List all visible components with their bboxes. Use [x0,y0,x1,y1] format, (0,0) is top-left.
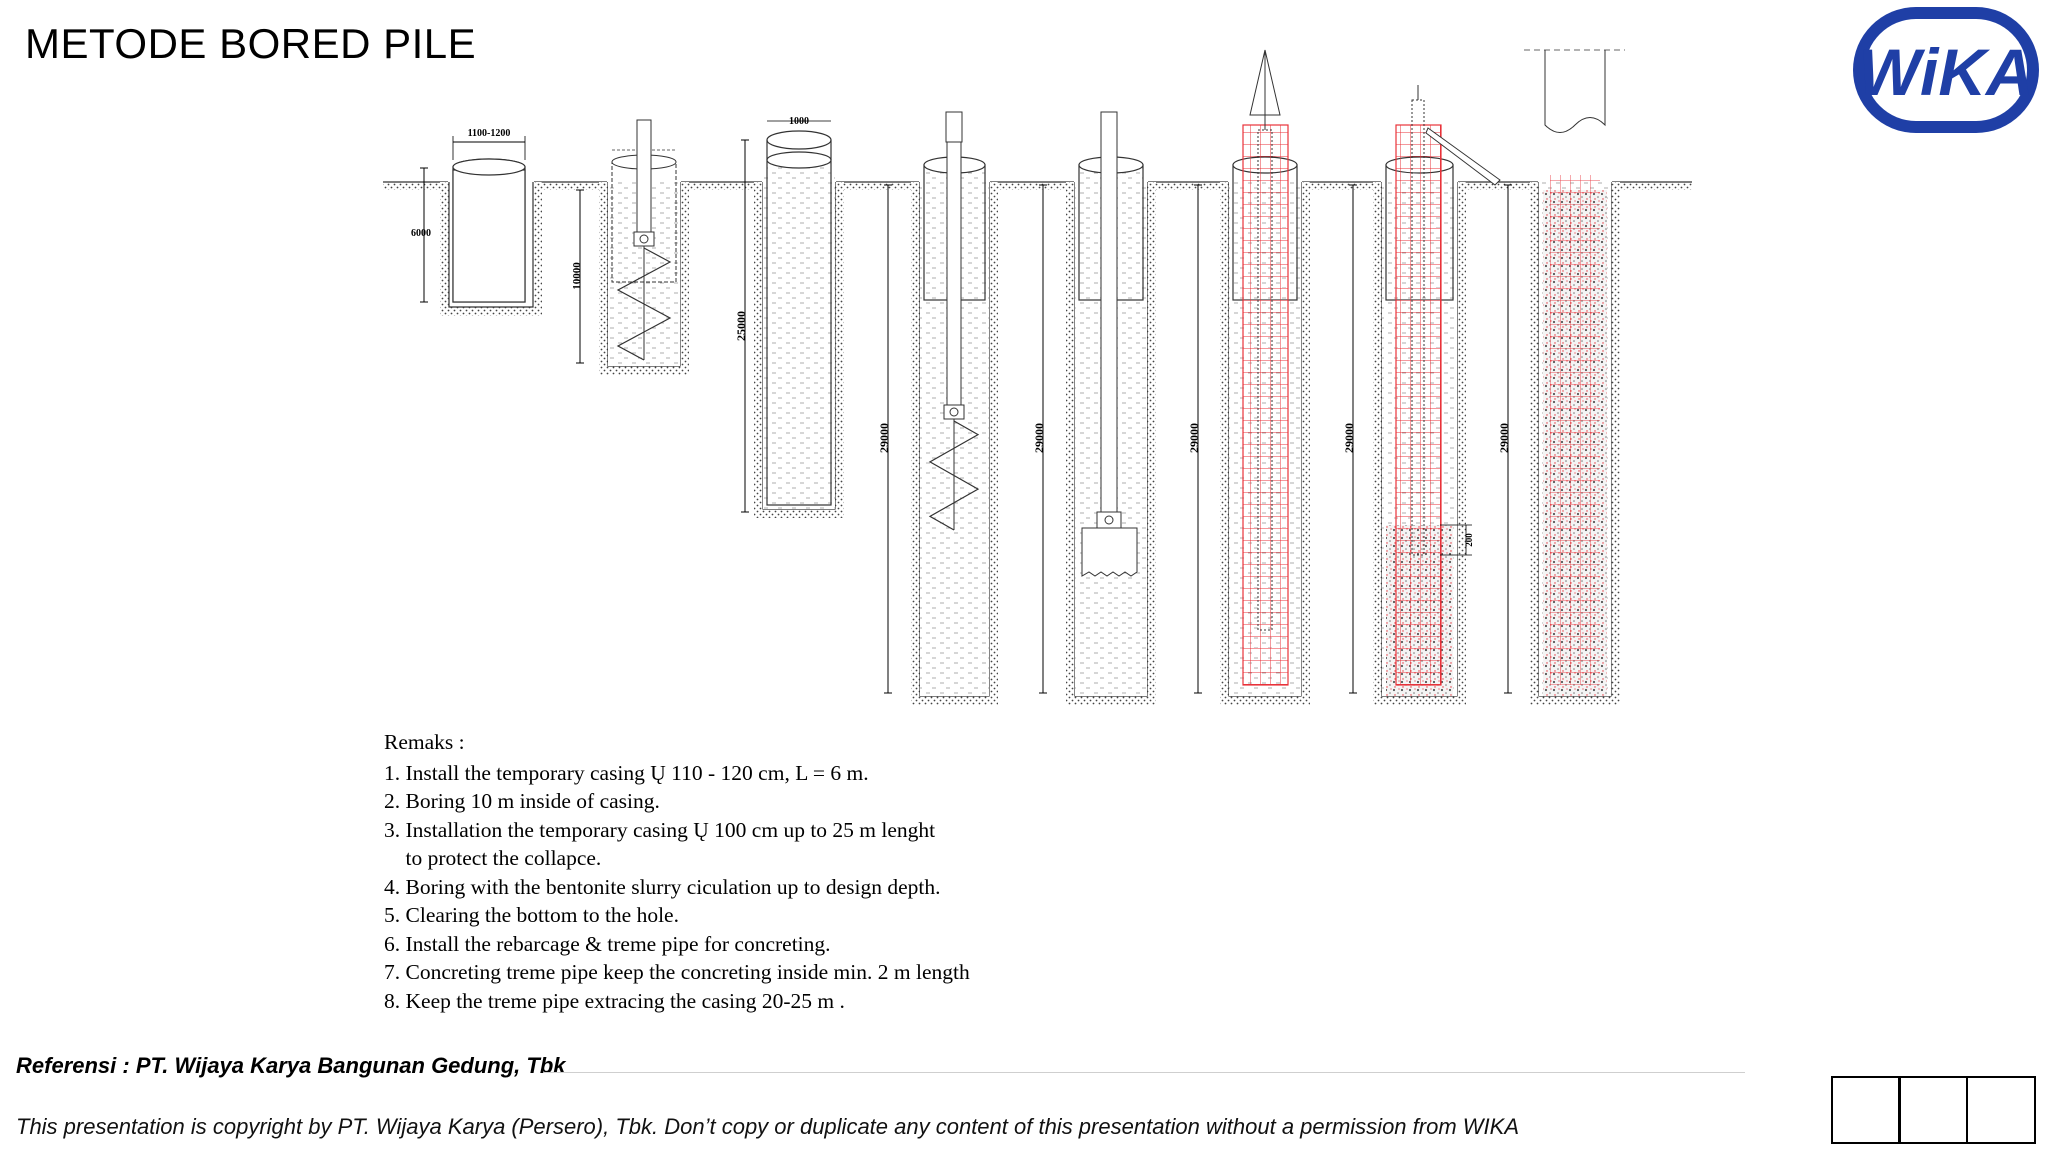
soil-wall [599,182,608,375]
remark-item: 4. Boring with the bentonite slurry ciculation up to design depth. [384,874,941,899]
dimension-label: 29000 [1032,423,1046,453]
dimension-label: 29000 [1187,423,1201,453]
empty-box [1898,1076,1968,1144]
ground-surface [1458,182,1538,190]
ground-surface [1302,182,1381,190]
soil-bottom [1530,696,1620,705]
ground-surface [1612,182,1692,190]
soil-wall [1530,182,1539,705]
soil-bottom [599,366,689,375]
soil-wall [1457,182,1466,705]
ground-surface [534,182,607,190]
remark-item: 7. Concreting treme pipe keep the concreting inside min. 2 m length [384,960,970,984]
ground-surface [681,182,762,190]
reference-divider [545,1072,1745,1073]
dimension-label: 25000 [734,311,748,341]
dimension-label: 29000 [1342,423,1356,453]
ground-surface [383,182,448,190]
soil-bottom [754,509,844,518]
remark-item: 8. Keep the treme pipe extracing the casing 20-25 m . [384,988,845,1013]
dimension-label: 1000 [789,116,809,127]
logo-lettering: WiKA [1858,35,2034,109]
kelly-bar [1101,112,1117,512]
remark-item: 6. Install the rebarcage & treme pipe for concreting. [384,931,831,956]
kelly-bar [947,120,961,405]
soil-bottom [1066,696,1156,705]
reference-note: Referensi : PT. Wijaya Karya Bangunan Gedung, Tbk [16,1053,566,1078]
dimension-label: 6000 [411,228,431,239]
rebar-cage [1550,175,1600,685]
copyright-notice: This presentation is copyright by PT. Wijaya Karya (Persero), Tbk. Don’t copy or duplicate any content of this presentation without a permission from WIKA [16,1114,1519,1139]
extracted-casing [1545,50,1605,133]
remark-item: 5. Clearing the bottom to the hole. [384,903,679,927]
dimension-label: 29000 [1497,423,1511,453]
soil-wall [1611,182,1620,705]
remark-item: 2. Boring 10 m inside of casing. [384,789,660,813]
soil-wall [440,182,449,316]
soil-wall [911,182,920,705]
temporary-casing [453,170,525,302]
remark-item: 1. Install the temporary casing Ų 110 - 120 cm, L = 6 m. [384,760,869,785]
empty-box [1831,1076,1901,1144]
auger-head [944,405,964,419]
empty-boxes [1833,1076,2036,1144]
remarks-heading: Remaks : [384,730,465,754]
soil-wall [989,182,998,705]
soil-wall [1301,182,1310,705]
rebar-cage [1243,125,1288,685]
ground-surface [836,182,919,190]
auger-head [634,232,654,246]
remarks-list [384,759,970,1016]
soil-wall [1220,182,1229,705]
ground-surface [1148,182,1228,190]
soil-wall [1066,182,1075,705]
soil-wall [533,182,542,316]
casing-top-rim [767,131,831,149]
dimension-label: 200 [1464,533,1474,547]
casing-body [767,160,831,505]
remarks [384,728,970,1015]
soil-bottom [440,307,542,316]
casing-rim [453,159,525,175]
remark-item: 3. Installation the temporary casing Ų 100 cm up to 25 m lenght [384,817,936,842]
soil-wall [680,182,689,375]
cleaning-head [1097,512,1121,528]
cleaning-bucket [1082,528,1137,576]
casing-rim [767,152,831,168]
ground-surface [990,182,1074,190]
dimension-label: 10000 [571,262,583,290]
soil-bottom [1220,696,1310,705]
remark-item: to protect the collapce. [384,846,602,870]
page-title: METODE BORED PILE [25,20,477,67]
soil-wall [1373,182,1382,705]
kelly-bar [637,120,651,232]
soil-wall [754,182,763,518]
empty-box [1966,1076,2036,1144]
soil-wall [835,182,844,518]
kelly-top [946,112,962,142]
dimension-label: 29000 [877,423,891,453]
soil-bottom [1373,696,1466,705]
rebar-cage [1396,125,1441,685]
soil-wall [1147,182,1156,705]
soil-bottom [911,696,998,705]
dimension-label: 1100-1200 [467,128,511,139]
